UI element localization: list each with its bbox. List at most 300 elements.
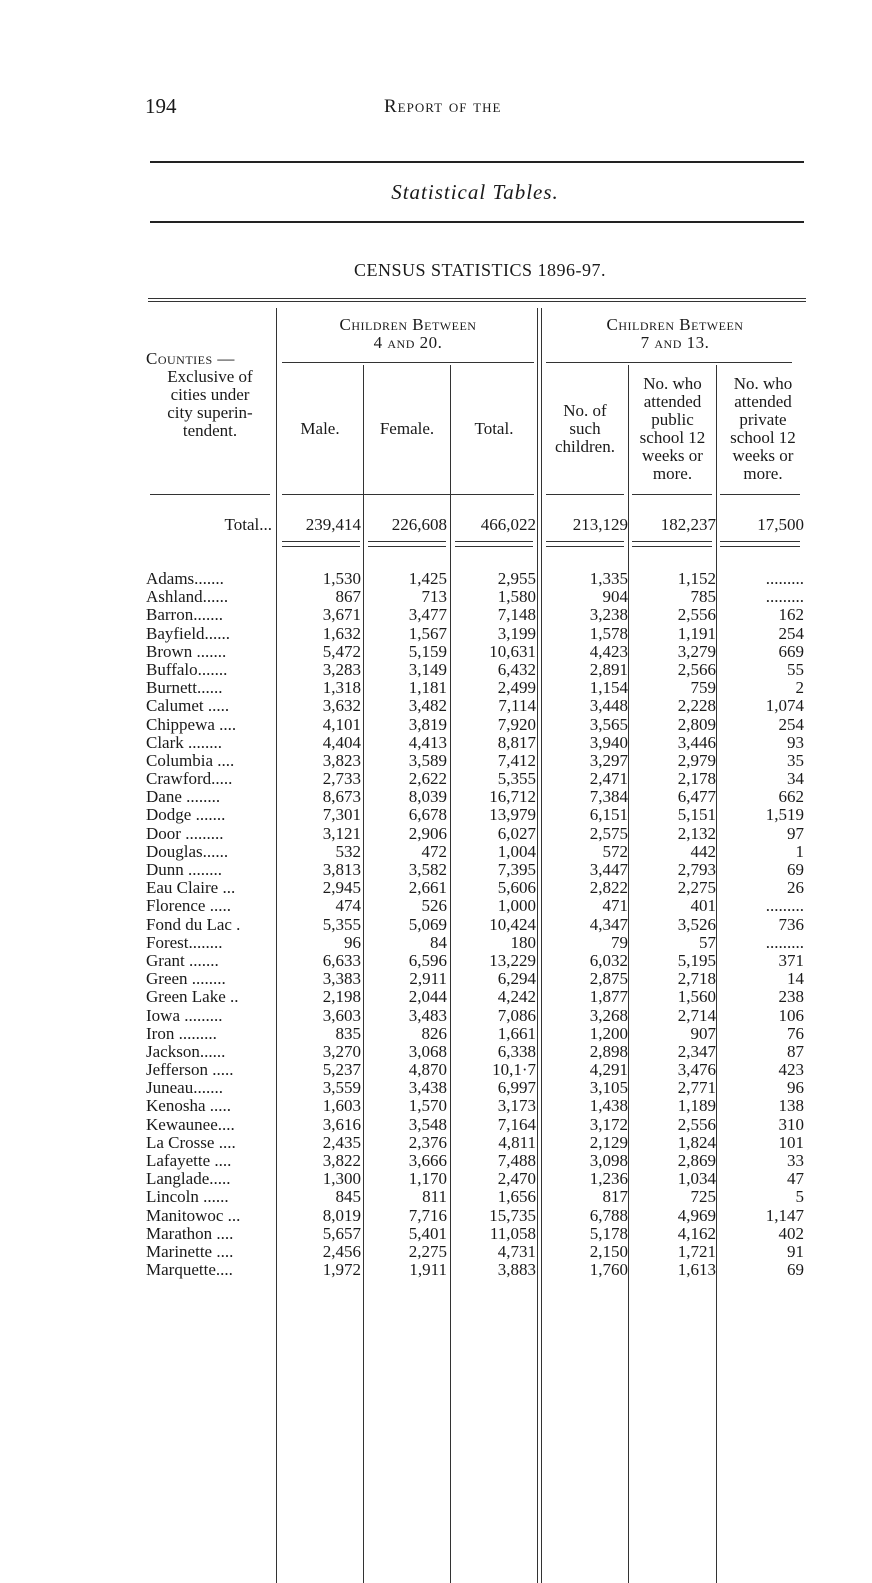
total-count: 11,058	[489, 1223, 536, 1243]
table-row	[0, 697, 872, 715]
female-count: 5,069	[408, 914, 447, 934]
female-count: 6,596	[408, 950, 447, 970]
male-count: 2,198	[322, 987, 361, 1007]
no-such-count: 3,940	[589, 732, 628, 752]
table-row	[0, 916, 872, 934]
no-such-count: 2,822	[589, 878, 628, 898]
table-row	[0, 897, 872, 915]
male-count: 1,530	[322, 569, 361, 588]
male-count: 8,673	[322, 787, 361, 807]
no-such-count: 3,297	[589, 750, 628, 770]
public-count: 2,714	[677, 1005, 716, 1025]
table-row	[0, 934, 872, 952]
public-count: 401	[690, 896, 716, 916]
total-count: 6,338	[497, 1041, 536, 1061]
total-count: 13,229	[489, 950, 536, 970]
total-count: 10,424	[489, 914, 536, 934]
total-label: Total...	[224, 515, 272, 534]
no-such-count: 3,172	[589, 1114, 628, 1134]
public-count: 1,560	[677, 987, 716, 1007]
public-header-line: No. who	[643, 374, 702, 393]
no-such-header-line: No. of	[563, 401, 607, 420]
table-row	[0, 952, 872, 970]
male-count: 1,603	[322, 1096, 361, 1116]
male-count: 5,472	[322, 641, 361, 661]
county-name: Dunn ........	[146, 861, 223, 879]
total-count: 7,148	[497, 605, 536, 625]
male-count: 3,121	[322, 823, 361, 843]
county-name: Jefferson .....	[146, 1061, 234, 1080]
private-count: 138	[778, 1096, 804, 1116]
table-row	[0, 1097, 872, 1115]
public-header	[629, 375, 716, 483]
county-header	[146, 350, 274, 440]
total-male: 239,414	[305, 515, 361, 534]
male-count: 2,733	[322, 769, 361, 789]
running-head: Report of the	[384, 96, 502, 117]
total-count: 4,242	[497, 987, 536, 1007]
county-name: Lincoln ......	[146, 1188, 229, 1207]
female-count: 4,413	[408, 732, 447, 752]
private-count: 1,074	[765, 696, 804, 716]
county-name: Calumet .....	[146, 697, 230, 716]
public-count: 3,476	[677, 1060, 716, 1080]
section-rule	[150, 221, 804, 223]
total-count: 4,731	[497, 1241, 536, 1261]
private-header-line: more.	[743, 464, 783, 483]
total-no-such: 213,129	[572, 515, 628, 534]
private-count: 402	[778, 1223, 804, 1243]
total-double-rule	[282, 541, 360, 547]
public-count: 2,869	[677, 1151, 716, 1170]
female-count: 3,548	[408, 1114, 447, 1134]
table-row	[0, 606, 872, 624]
group1-rule	[282, 362, 534, 363]
no-such-count: 2,891	[589, 659, 628, 679]
male-count: 3,822	[322, 1151, 361, 1170]
table-row	[0, 988, 872, 1006]
total-double-rule	[455, 541, 533, 547]
no-such-count: 3,448	[589, 696, 628, 716]
private-count: 106	[778, 1005, 804, 1025]
total-count: 1,661	[497, 1023, 536, 1043]
total-count: 8,817	[497, 732, 536, 752]
group2-rule	[546, 362, 792, 363]
private-count: 5	[795, 1187, 804, 1207]
private-count: 1	[795, 841, 804, 861]
male-count: 2,456	[322, 1241, 361, 1261]
total-count: 4,811	[498, 1132, 536, 1152]
public-header-line: more.	[652, 464, 693, 483]
total-female: 226,608	[391, 515, 447, 534]
private-count: 662	[778, 787, 804, 807]
public-count: 2,771	[677, 1078, 716, 1098]
table-row	[0, 570, 872, 588]
female-count: 4,870	[408, 1060, 447, 1080]
private-count: .........	[765, 932, 804, 952]
public-count: 4,969	[677, 1205, 716, 1225]
public-count: 2,347	[677, 1041, 716, 1061]
table-row	[0, 643, 872, 661]
table-row	[0, 861, 872, 879]
public-count: 1,721	[677, 1241, 716, 1261]
no-such-count: 4,423	[589, 641, 628, 661]
group2-header-line: Children Between	[606, 315, 744, 334]
no-such-count: 3,238	[589, 605, 628, 625]
county-name: Juneau.......	[146, 1079, 223, 1098]
no-such-count: 2,150	[589, 1241, 628, 1261]
private-count: 91	[787, 1241, 804, 1261]
male-count: 2,945	[322, 878, 361, 898]
male-count: 4,404	[322, 732, 361, 752]
header-bottom-rule-4	[632, 494, 712, 495]
public-count: 1,034	[677, 1169, 716, 1189]
county-name: Bayfield......	[146, 624, 231, 643]
female-count: 1,567	[408, 623, 447, 643]
total-double-rule	[546, 541, 624, 547]
male-count: 96	[344, 932, 361, 952]
no-such-count: 3,447	[589, 860, 628, 879]
county-name: Dodge .......	[146, 806, 226, 825]
male-count: 1,300	[322, 1169, 361, 1189]
private-count: 96	[787, 1078, 804, 1098]
public-count: 2,809	[677, 714, 716, 734]
male-count: 1,318	[322, 678, 361, 698]
table-row	[0, 1079, 872, 1097]
no-such-header	[543, 402, 627, 456]
total-count: 6,432	[497, 659, 536, 679]
female-count: 1,170	[408, 1169, 447, 1189]
total-count: 3,883	[497, 1260, 536, 1280]
female-count: 3,819	[408, 714, 447, 734]
no-such-count: 4,347	[589, 914, 628, 934]
female-count: 3,582	[408, 860, 447, 879]
county-name: Forest........	[146, 933, 223, 952]
table-row	[0, 1170, 872, 1188]
total-count: 7,920	[497, 714, 536, 734]
county-name: Iron .........	[146, 1024, 217, 1043]
no-such-count: 3,098	[589, 1151, 628, 1170]
group1-header-line: Children Between	[339, 315, 477, 334]
public-count: 2,718	[677, 969, 716, 989]
county-name: Iowa .........	[146, 1006, 223, 1025]
total-count: 2,955	[497, 569, 536, 588]
group2-header	[544, 316, 806, 352]
female-count: 6,678	[408, 805, 447, 825]
table-top-rule	[148, 298, 806, 299]
group1-header-line: 4 and 20.	[373, 333, 443, 352]
private-header-line: No. who	[733, 374, 793, 393]
private-count: 26	[787, 878, 804, 898]
no-such-count: 3,565	[589, 714, 628, 734]
county-name: La Crosse ....	[146, 1133, 236, 1152]
female-count: 2,044	[408, 987, 447, 1007]
total-count: 1,580	[497, 587, 536, 607]
county-name: Clark ........	[146, 733, 223, 752]
total-count: 7,164	[497, 1114, 536, 1134]
county-name: Lafayette ....	[146, 1152, 232, 1170]
county-name: Dane ........	[146, 788, 221, 807]
county-header-line: Counties —	[146, 349, 235, 368]
total-count: 1,656	[497, 1187, 536, 1207]
no-such-header-line: children.	[555, 437, 615, 456]
public-count: 2,556	[677, 1114, 716, 1134]
private-count: 47	[787, 1169, 804, 1189]
private-header-line: private	[739, 410, 787, 429]
table-row	[0, 806, 872, 824]
male-count: 7,301	[322, 805, 361, 825]
female-count: 2,275	[408, 1241, 447, 1261]
male-count: 5,355	[322, 914, 361, 934]
total-count: 3,199	[497, 623, 536, 643]
county-name: Marinette ....	[146, 1242, 234, 1261]
private-count: 14	[787, 969, 804, 989]
male-count: 4,101	[322, 714, 361, 734]
male-count: 845	[335, 1187, 361, 1207]
private-count: 371	[778, 950, 804, 970]
header-bottom-rule-5	[720, 494, 800, 495]
private-count: 55	[787, 659, 804, 679]
private-count: 310	[778, 1114, 804, 1134]
male-count: 8,019	[322, 1205, 361, 1225]
table-row	[0, 970, 872, 988]
public-count: 2,793	[677, 860, 716, 879]
table-row	[0, 843, 872, 861]
female-count: 1,425	[408, 569, 447, 588]
total-count: 16,712	[489, 787, 536, 807]
female-count: 3,068	[408, 1041, 447, 1061]
private-count: 238	[778, 987, 804, 1007]
public-count: 3,279	[677, 641, 716, 661]
no-such-count: 1,154	[589, 678, 628, 698]
public-count: 2,132	[677, 823, 716, 843]
male-count: 3,270	[322, 1041, 361, 1061]
male-count: 474	[335, 896, 361, 916]
male-count: 3,603	[322, 1005, 361, 1025]
county-name: Columbia ....	[146, 751, 235, 770]
private-count: 69	[787, 1260, 804, 1280]
county-name: Douglas......	[146, 842, 229, 861]
group1-header	[280, 316, 536, 352]
table-row	[0, 1134, 872, 1152]
public-count: 3,526	[677, 914, 716, 934]
female-count: 3,589	[408, 750, 447, 770]
female-count: 1,570	[408, 1096, 447, 1116]
county-header-line: city superin-	[167, 403, 253, 422]
no-such-count: 5,178	[589, 1223, 628, 1243]
no-such-count: 79	[611, 932, 628, 952]
county-name: Manitowoc ...	[146, 1206, 241, 1225]
total-total: 466,022	[480, 515, 536, 534]
page-number: 194	[145, 94, 177, 118]
male-count: 3,616	[322, 1114, 361, 1134]
total-count: 2,470	[497, 1169, 536, 1189]
no-such-count: 904	[602, 587, 628, 607]
female-count: 5,401	[408, 1223, 447, 1243]
table-row	[0, 825, 872, 843]
table-row	[0, 1152, 872, 1170]
county-header-line: cities under	[170, 385, 250, 404]
county-name: Buffalo.......	[146, 660, 228, 679]
private-count: 2	[795, 678, 804, 698]
public-count: 1,613	[677, 1260, 716, 1280]
county-name: Barron.......	[146, 606, 223, 625]
no-such-count: 3,105	[589, 1078, 628, 1098]
female-count: 713	[421, 587, 447, 607]
county-name: Green ........	[146, 970, 226, 989]
female-count: 2,906	[408, 823, 447, 843]
no-such-count: 7,384	[589, 787, 628, 807]
male-count: 1,632	[322, 623, 361, 643]
female-count: 1,911	[409, 1260, 447, 1280]
county-name: Brown .......	[146, 642, 227, 661]
total-public: 182,237	[660, 515, 716, 534]
female-count: 526	[421, 896, 447, 916]
total-count: 10,631	[489, 641, 536, 661]
no-such-count: 1,438	[589, 1096, 628, 1116]
table-row	[0, 1261, 872, 1279]
county-name: Chippewa ....	[146, 715, 237, 734]
male-count: 2,435	[322, 1132, 361, 1152]
public-count: 2,178	[677, 769, 716, 789]
male-count: 3,559	[322, 1078, 361, 1098]
public-count: 2,275	[677, 878, 716, 898]
female-count: 3,483	[408, 1005, 447, 1025]
table-row	[0, 679, 872, 697]
female-count: 3,477	[408, 605, 447, 625]
private-count: .........	[765, 587, 804, 607]
table-row	[0, 588, 872, 606]
county-name: Marquette....	[146, 1261, 233, 1280]
public-count: 5,195	[677, 950, 716, 970]
male-count: 532	[335, 841, 361, 861]
table-row	[0, 1007, 872, 1025]
total-count: 3,173	[497, 1096, 536, 1116]
total-private: 17,500	[757, 515, 804, 534]
public-header-line: school 12	[639, 428, 706, 447]
table-row	[0, 716, 872, 734]
private-header-line: attended	[734, 392, 792, 411]
county-name: Burnett......	[146, 679, 223, 698]
table-row	[0, 1025, 872, 1043]
no-such-count: 471	[602, 896, 628, 916]
table-row	[0, 661, 872, 679]
public-count: 785	[690, 587, 716, 607]
county-name: Marathon ....	[146, 1224, 234, 1243]
public-count: 5,151	[677, 805, 716, 825]
private-count: 669	[778, 641, 804, 661]
total-count: 5,606	[497, 878, 536, 898]
county-name: Eau Claire ...	[146, 879, 236, 898]
total-double-rule	[632, 541, 712, 547]
county-name: Door .........	[146, 824, 224, 843]
private-count: 423	[778, 1060, 804, 1080]
table-row	[0, 1061, 872, 1079]
total-count: 1,004	[497, 841, 536, 861]
no-such-count: 1,335	[589, 569, 628, 588]
female-count: 2,376	[408, 1132, 447, 1152]
private-count: 87	[787, 1041, 804, 1061]
private-count: 69	[787, 860, 804, 879]
table-title: CENSUS STATISTICS 1896-97.	[353, 260, 607, 280]
male-count: 3,283	[322, 659, 361, 679]
total-header: Total.	[474, 419, 514, 438]
public-count: 907	[690, 1023, 716, 1043]
top-rule	[150, 161, 804, 163]
private-count: 162	[778, 605, 804, 625]
county-name: Grant .......	[146, 951, 219, 970]
public-count: 1,824	[677, 1132, 716, 1152]
public-count: 759	[690, 678, 716, 698]
public-count: 442	[690, 841, 716, 861]
public-header-line: attended	[643, 392, 702, 411]
public-count: 6,477	[677, 787, 716, 807]
public-count: 2,228	[677, 696, 716, 716]
total-count: 15,735	[489, 1205, 536, 1225]
female-count: 3,149	[408, 659, 447, 679]
total-count: 7,488	[497, 1151, 536, 1170]
no-such-count: 1,236	[589, 1169, 628, 1189]
no-such-count: 2,129	[589, 1132, 628, 1152]
no-such-count: 1,200	[589, 1023, 628, 1043]
male-count: 6,633	[322, 950, 361, 970]
private-header-line: weeks or	[732, 446, 794, 465]
no-such-count: 6,788	[589, 1205, 628, 1225]
private-count: .........	[765, 569, 804, 588]
county-name: Crawford.....	[146, 770, 233, 789]
county-name: Jackson......	[146, 1042, 226, 1061]
female-count: 2,911	[409, 969, 447, 989]
table-row	[0, 1188, 872, 1206]
no-such-count: 817	[602, 1187, 628, 1207]
male-count: 3,632	[322, 696, 361, 716]
total-count: 7,412	[497, 750, 536, 770]
private-header-line: school 12	[730, 428, 796, 447]
total-count: 5,355	[497, 769, 536, 789]
public-count: 725	[690, 1187, 716, 1207]
total-count: 13,979	[489, 805, 536, 825]
public-count: 1,191	[677, 623, 716, 643]
total-count: 10,1·7	[492, 1060, 536, 1080]
public-count: 3,446	[677, 732, 716, 752]
private-count: 35	[787, 750, 804, 770]
table-row	[0, 1225, 872, 1243]
public-count: 1,152	[677, 569, 716, 588]
no-such-count: 572	[602, 841, 628, 861]
no-such-count: 2,471	[589, 769, 628, 789]
total-count: 1,000	[497, 896, 536, 916]
table-row	[0, 752, 872, 770]
female-count: 84	[430, 932, 447, 952]
no-such-count: 1,877	[589, 987, 628, 1007]
county-name: Kenosha .....	[146, 1097, 231, 1116]
private-count: 1,147	[765, 1205, 804, 1225]
group2-header-line: 7 and 13.	[640, 333, 710, 352]
total-double-rule	[368, 541, 446, 547]
public-header-line: public	[651, 410, 694, 429]
county-name: Ashland......	[146, 588, 229, 607]
table-row	[0, 734, 872, 752]
total-double-rule	[720, 541, 800, 547]
male-count: 5,237	[322, 1060, 361, 1080]
private-count: 736	[778, 914, 804, 934]
male-count: 1,972	[322, 1260, 361, 1280]
female-header: Female.	[379, 419, 435, 438]
total-count: 2,499	[497, 678, 536, 698]
table-row	[0, 788, 872, 806]
total-count: 6,027	[497, 823, 536, 843]
header-bottom-rule-3	[546, 494, 624, 495]
